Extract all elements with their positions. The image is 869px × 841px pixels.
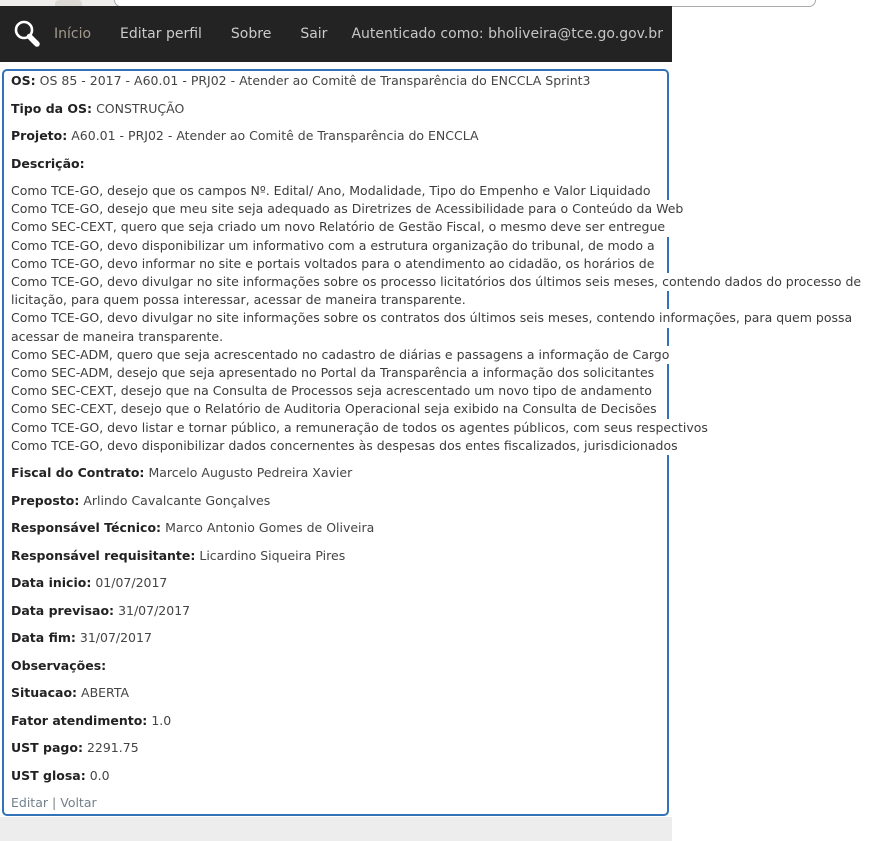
field-row: [11, 574, 667, 592]
field-row: [11, 492, 667, 510]
fields-bottom: [11, 464, 667, 785]
field-label: Fiscal do Contrato:: [11, 465, 145, 481]
field-label: Data inicio:: [11, 575, 92, 591]
action-links: [11, 794, 667, 812]
field-value: 2291.75: [86, 740, 139, 756]
description-line: Como TCE-GO, devo disponibilizar dados concernentes às despesas dos entes fiscalizados, jurisdicionados: [11, 437, 686, 455]
auth-status: Autenticado como: bholiveira@tce.go.gov.br: [351, 26, 663, 42]
description-line: Como TCE-GO, devo disponibilizar um informativo com a estrutura organização do tribunal, de modo a: [11, 237, 663, 255]
description-line: Como SEC-CEXT, quero que seja criado um novo Relatório de Gestão Fiscal, o mesmo deve ser entregue: [11, 218, 673, 236]
field-row: [11, 72, 667, 90]
field-label: Data fim:: [11, 630, 76, 646]
field-value: 31/07/2017: [79, 630, 152, 646]
field-value: A60.01 - PRJ02 - Atender ao Comitê de Transparência do ENCCLA: [71, 128, 479, 143]
field-row: [11, 519, 667, 537]
field-label: Tipo da OS:: [11, 100, 93, 116]
description-line: Como TCE-GO, devo informar no site e portais voltados para o atendimento ao cidadão, os horários de: [11, 255, 662, 273]
description-line: Como SEC-CEXT, desejo que na Consulta de Processos seja acrescentado um novo tipo de andamento: [11, 382, 660, 400]
description-line: Como TCE-GO, devo divulgar no site informações sobre os processo licitatórios dos últimos seis meses, contendo dados do processo de: [11, 273, 869, 291]
field-row: [11, 657, 667, 675]
back-link[interactable]: Voltar: [60, 795, 97, 811]
field-row: [11, 684, 667, 702]
edit-link[interactable]: Editar: [11, 795, 49, 811]
field-label: Responsável requisitante:: [11, 547, 196, 563]
field-label: Preposto:: [11, 492, 80, 508]
nav-links: [54, 26, 327, 42]
field-row: [11, 629, 667, 647]
description-line: Como TCE-GO, desejo que meu site seja adequado as Diretrizes de Acessibilidade para o Conteúdo da Web: [11, 200, 691, 218]
field-row: [11, 155, 667, 173]
field-row: [11, 712, 667, 730]
field-label: Data previsao:: [11, 602, 115, 618]
field-label: UST glosa:: [11, 767, 86, 783]
field-value: CONSTRUÇÃO: [96, 100, 185, 116]
description-line: Como SEC-ADM, quero que seja acrescentado no cadastro de diárias e passagens a informação de Cargo: [11, 346, 677, 364]
field-row: [11, 100, 667, 118]
nav-item[interactable]: Editar perfil: [120, 26, 202, 42]
description-text: [11, 182, 862, 455]
field-label: Observações:: [11, 657, 107, 673]
field-value: Licardino Siqueira Pires: [199, 547, 346, 563]
field-value: 0.0: [89, 767, 110, 783]
description-line: Como TCE-GO, devo listar e tornar público, a remuneração de todos os agentes públicos, com seus respectivos: [11, 419, 716, 437]
search-icon[interactable]: [12, 18, 42, 50]
field-label: OS:: [11, 73, 36, 88]
description-line: Como TCE-GO, desejo que os campos Nº. Edital/ Ano, Modalidade, Tipo do Empenho e Valor Liquidado: [11, 182, 659, 200]
nav-item[interactable]: Início: [54, 26, 92, 42]
field-row: [11, 127, 667, 145]
fields-top: [11, 72, 667, 173]
field-row: [11, 739, 667, 757]
description-line: acessar de maneira transparente.: [11, 328, 231, 346]
description-line: Como TCE-GO, devo divulgar no site informações sobre os contratos dos últimos seis meses, contendo informações, para quem possa: [11, 309, 860, 327]
field-label: UST pago:: [11, 740, 83, 756]
os-details-panel: [2, 69, 862, 816]
field-value: 31/07/2017: [118, 602, 191, 618]
field-value: OS 85 - 2017 - A60.01 - PRJ02 - Atender ao Comitê de Transparência do ENCCLA Sprint3: [39, 73, 591, 88]
field-value: Marco Antonio Gomes de Oliveira: [165, 520, 375, 536]
field-value: Arlindo Cavalcante Gonçalves: [83, 492, 271, 508]
field-label: Descrição:: [11, 155, 85, 171]
field-row: [11, 547, 667, 565]
description-line: Como SEC-ADM, desejo que seja apresentado no Portal da Transparência a informação dos solicitantes: [11, 364, 662, 382]
field-label: Fator atendimento:: [11, 712, 148, 728]
description-line: Como SEC-CEXT, desejo que o Relatório de Auditoria Operacional seja exibido na Consulta de Decisões: [11, 400, 665, 418]
nav-item[interactable]: Sobre: [230, 26, 272, 42]
action-separator: |: [52, 795, 57, 811]
field-value: 1.0: [151, 712, 172, 728]
field-value: 01/07/2017: [95, 575, 168, 591]
field-label: Situacao:: [11, 685, 78, 701]
field-value: Marcelo Augusto Pedreira Xavier: [148, 465, 353, 481]
field-label: Responsável Técnico:: [11, 520, 162, 536]
nav-item[interactable]: Sair: [300, 26, 328, 42]
field-row: [11, 767, 667, 785]
field-row: [11, 602, 667, 620]
top-nav: [0, 6, 672, 62]
page-background: [0, 817, 672, 841]
field-label: Projeto:: [11, 128, 68, 143]
description-line: licitação, para quem possa interessar, acessar de maneira transparente.: [11, 291, 474, 309]
field-row: [11, 464, 667, 482]
field-value: ABERTA: [81, 685, 130, 701]
